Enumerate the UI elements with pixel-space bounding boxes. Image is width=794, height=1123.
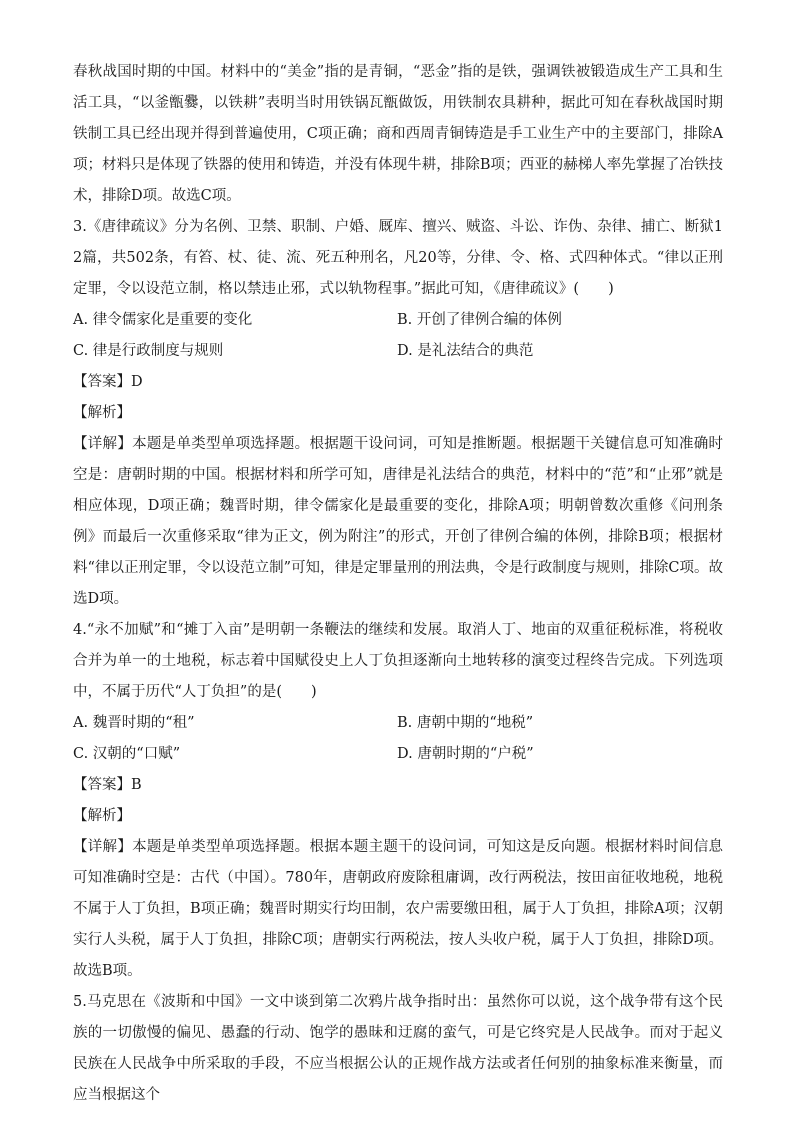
option-b: B. 开创了律例合编的体例 bbox=[397, 312, 562, 328]
analysis-label: 【解析】 bbox=[73, 808, 131, 824]
question-4-options bbox=[73, 708, 723, 770]
question-3-stem: 3.《唐律疏议》分为名例、卫禁、职制、户婚、厩库、擅兴、贼盗、斗讼、诈伪、杂律、捕亡、断狱12篇，共502条，有笞、杖、徒、流、死五种刑名，凡20等，分律、令、格、式四种体式。“律以正刑定罪，令以设范立制，格以禁违止邪，式以轨物程事。”据此可知，《唐律疏议》( ) bbox=[73, 219, 723, 297]
answer-label: 【答案】D bbox=[73, 374, 143, 390]
question-3-options bbox=[73, 305, 723, 367]
question-4-stem: 4.“永不加赋”和“摊丁入亩”是明朝一条鞭法的继续和发展。取消人丁、地亩的双重征税标准，将税收合并为单一的土地税，标志着中国赋役史上人丁负担逐渐向土地转移的演变过程终告完成。下列选项中，不属于历代“人丁负担”的是( ) bbox=[73, 622, 723, 700]
detail-paragraph: 【详解】本题是单类型单项选择题。根据题干设问词，可知是推断题。根据题干关键信息可知准确时空是：唐朝时期的中国。根据材料和所学可知，唐律是礼法结合的典范，材料中的“范”和“止邪”就是相应体现，D项正确；魏晋时期，律令儒家化是最重要的变化，排除A项；明朝曾数次重修《问刑条例》而最后一次重修采取“律为正文，例为附注”的形式，开创了律例合编的体例，排除B项；根据材料“律以正刑定罪，令以设范立制”可知，律是定罪量刑的刑法典，令是行政制度与规则，排除C项。故选D项。 bbox=[73, 436, 723, 607]
question-4 bbox=[73, 615, 723, 987]
option-b: B. 唐朝中期的“地税” bbox=[397, 715, 534, 731]
document-page bbox=[73, 57, 723, 1111]
option-c: C. 律是行政制度与规则 bbox=[73, 343, 224, 359]
intro-paragraph: 春秋战国时期的中国。材料中的“美金”指的是青铜，“恶金”指的是铁，强调铁被锻造成生产工具和生活工具，“以釜甑爨，以铁耕”表明当时用铁锅瓦甑做饭，用铁制农具耕种，据此可知在春秋战国时期铁制工具已经出现并得到普遍使用，C项正确；商和西周青铜铸造是手工业生产中的主要部门，排除A项；材料只是体现了铁器的使用和铸造，并没有体现牛耕，排除B项；西亚的赫梯人率先掌握了冶铁技术，排除D项。故选C项。 bbox=[73, 64, 723, 204]
option-c: C. 汉朝的“口赋” bbox=[73, 746, 181, 762]
answer-label: 【答案】B bbox=[73, 777, 142, 793]
detail-paragraph: 【详解】本题是单类型单项选择题。根据本题主题干的设问词，可知这是反向题。根据材料时间信息可知准确时空是：古代（中国）。780年，唐朝政府废除租庸调，改行两税法，按田亩征收地税，地税不属于人丁负担，B项正确；魏晋时期实行均田制，农户需要缴田租，属于人丁负担，排除A项；汉朝实行人头税，属于人丁负担，排除C项；唐朝实行两税法，按人头收户税，属于人丁负担，排除D项。故选B项。 bbox=[73, 839, 723, 979]
question-5-stem: 5.马克思在《波斯和中国》一文中谈到第二次鸦片战争指时出：虽然你可以说，这个战争带有这个民族的一切傲慢的偏见、愚蠢的行动、饱学的愚昧和迂腐的蛮气，可是它终究是人民战争。而对于起义民族在人民战争中所采取的手段，不应当根据公认的正规作战方法或者任何别的抽象标准来衡量，而应当根据这个 bbox=[73, 994, 723, 1103]
option-d: D. 是礼法结合的典范 bbox=[397, 343, 534, 359]
option-a: A. 律令儒家化是重要的变化 bbox=[73, 312, 253, 328]
option-a: A. 魏晋时期的“租” bbox=[73, 715, 195, 731]
question-5 bbox=[73, 987, 723, 1111]
option-d: D. 唐朝时期的“户税” bbox=[397, 746, 534, 762]
analysis-label: 【解析】 bbox=[73, 405, 131, 421]
question-3 bbox=[73, 212, 723, 615]
